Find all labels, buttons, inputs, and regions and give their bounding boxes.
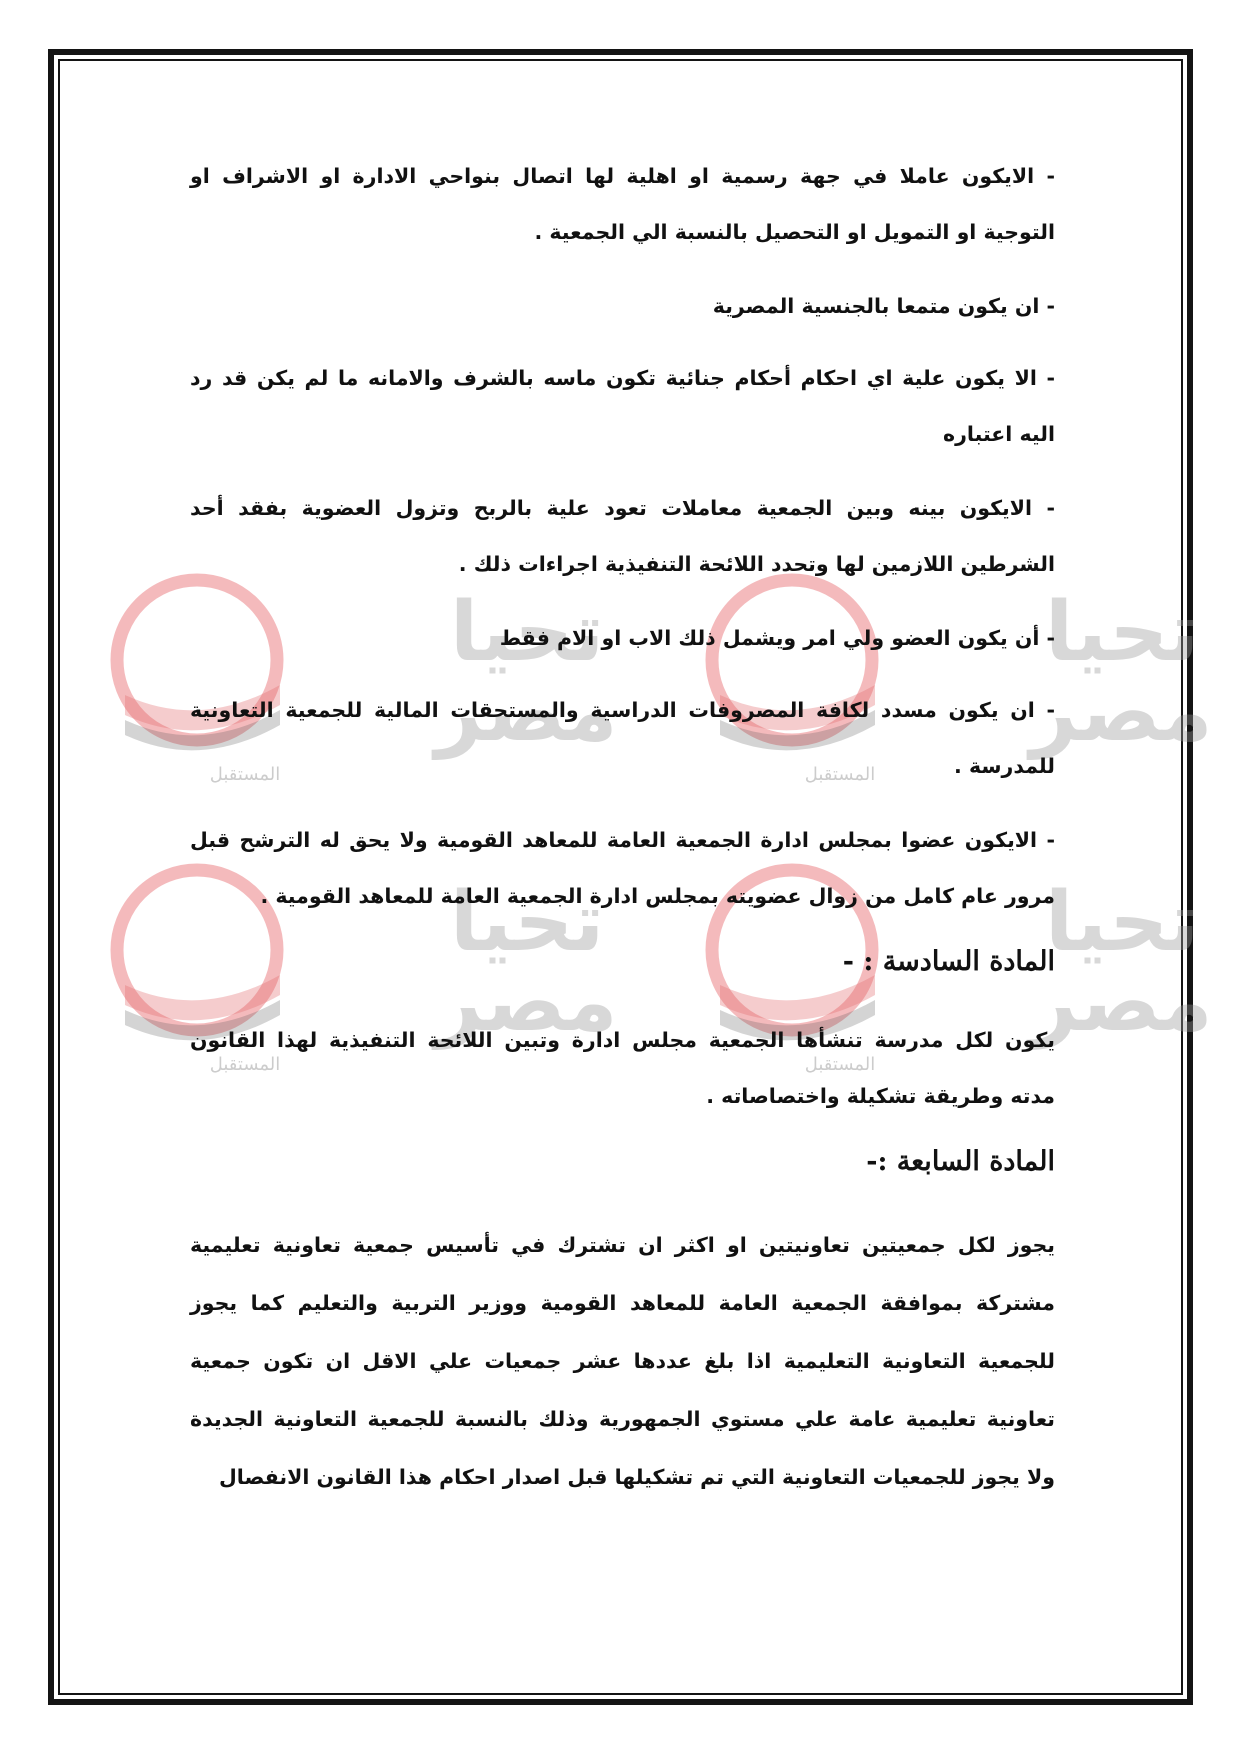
article-6-body: يكون لكل مدرسة تنشأها الجمعية مجلس ادارة وتبين اللائحة التنفيذية لهذا القانون مدته وطريقة تشكيلة واختصاصاته . (190, 1028, 1055, 1108)
condition-item: - الايكون عاملا في جهة رسمية او اهلية لها اتصال بنواحي الادارة او الاشراف او التوجية او التمويل او التحصيل بالنسبة الي الجمعية . (190, 164, 1055, 244)
watermark-caption: المستقبل (804, 764, 876, 785)
watermark-text-bottom: مصر (1030, 665, 1213, 760)
watermark-text-bottom: مصر (1030, 955, 1213, 1050)
condition-item: - الا يكون علية اي احكام أحكام جنائية تكون ماسه بالشرف والامانه ما لم يكن قد رد اليه اعتباره (190, 366, 1055, 446)
condition-item: - الايكون بينه وبين الجمعية معاملات تعود علية بالربح وتزول العضوية بفقد أحد الشرطين اللازمين لها وتحدد اللائحة التنفيذية اجراءات ذلك . (190, 496, 1055, 576)
article-7-body: يجوز لكل جمعيتين تعاونيتين او اكثر ان تشترك في تأسيس جمعية تعاونية تعليمية مشتركة بموافقة الجمعية العامة للمعاهد القومية ووزير التربية والتعليم كما يجوز للجمعية التعاونية التعليمية اذا بلغ عددها عشر جمعيات علي الاقل ان تكون جمعية تعاونية تعليمية عامة علي مستوي الجمهورية وذلك بالنسبة للجمعية التعاونية الجديدة ولا يجوز للجمعيات التعاونية التي تم تشكيلها قبل اصدار احكام هذا القانون الانفصال (190, 1233, 1055, 1489)
condition-item: - ان يكون متمعا بالجنسية المصرية (712, 294, 1055, 318)
watermark-caption: المستقبل (804, 1054, 876, 1075)
condition-item: - الايكون عضوا بمجلس ادارة الجمعية العامة للمعاهد القومية ولا يحق له الترشح قبل مرور عام كامل من زوال عضويته بمجلس ادارة الجمعية العامة للمعاهد القومية . (190, 828, 1055, 908)
watermark-caption: المستقبل (209, 764, 281, 785)
condition-item: - أن يكون العضو ولي امر ويشمل ذلك الاب او الام فقط (499, 626, 1055, 650)
watermark-text-bottom: مصر (435, 665, 618, 760)
document-body (190, 148, 1055, 1506)
watermark-text-top: تحيا (1045, 585, 1200, 680)
watermark-caption: المستقبل (209, 1054, 281, 1075)
article-6-heading: المادة السادسة : - (842, 946, 1055, 977)
watermark-text-top: تحيا (450, 875, 605, 970)
watermark-text-bottom: مصر (435, 955, 618, 1050)
condition-item: - ان يكون مسدد لكافة المصروفات الدراسية والمستحقات المالية للجمعية التعاونية للمدرسة . (190, 698, 1055, 778)
watermark-text-top: تحيا (450, 585, 605, 680)
watermark-text-top: تحيا (1045, 875, 1200, 970)
article-7-heading: المادة السابعة :- (866, 1146, 1055, 1177)
